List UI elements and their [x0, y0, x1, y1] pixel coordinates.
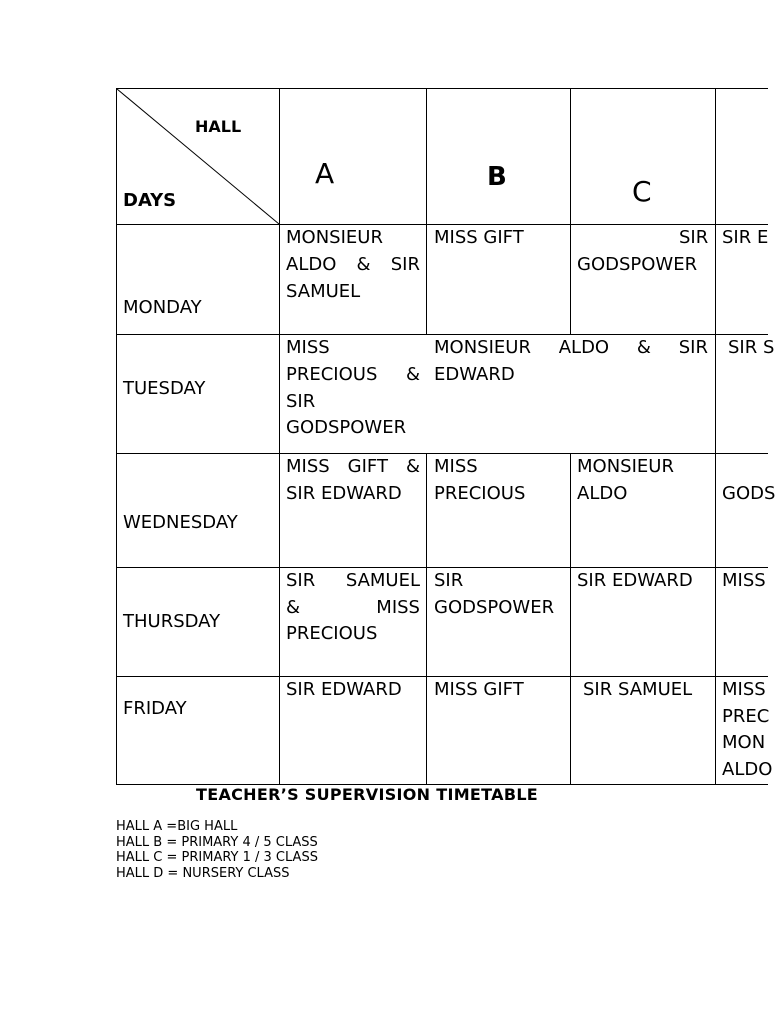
- word: SIR: [286, 570, 316, 591]
- cell-line: [286, 454, 420, 481]
- cell-line: MONSIEUR: [577, 456, 674, 477]
- hall-legend: [116, 819, 318, 881]
- cell-line: [286, 252, 420, 279]
- word: SIR: [678, 337, 708, 358]
- column-header-b: B: [487, 162, 507, 192]
- cell-line: PREC: [722, 706, 770, 727]
- word: MONSIEUR: [434, 337, 531, 358]
- column-header-c: C: [632, 175, 652, 208]
- table-cell: MISS GIFT: [434, 679, 524, 700]
- word: &: [405, 456, 420, 477]
- table-cell: SIR EDWARD: [577, 570, 693, 591]
- cell-line: [286, 568, 420, 595]
- table-cell: GODS: [722, 483, 775, 504]
- table-cell: SIR S: [728, 337, 775, 358]
- table-cell: MISS GIFT: [434, 227, 524, 248]
- day-label-thursday: THURSDAY: [123, 611, 221, 632]
- word: SIR: [390, 254, 420, 275]
- table-cell: SIR E: [722, 227, 769, 248]
- column-header-a: A: [315, 157, 335, 190]
- legend-item: HALL D = NURSERY CLASS: [116, 865, 290, 881]
- cell-line: [286, 362, 420, 389]
- cell-line: [434, 335, 708, 362]
- cell-line: PRECIOUS: [286, 623, 378, 644]
- day-label-monday: MONDAY: [123, 297, 202, 318]
- table-cell: MISS: [722, 570, 766, 591]
- cell-line: ALDO: [722, 759, 773, 780]
- word: &: [286, 597, 301, 618]
- cell-line: SIR: [679, 227, 709, 248]
- timetable-caption: TEACHER’S SUPERVISION TIMETABLE: [196, 785, 539, 804]
- legend-item: HALL A =BIG HALL: [116, 819, 238, 834]
- cell-line: GODSPOWER: [577, 254, 698, 275]
- day-label-friday: FRIDAY: [123, 698, 187, 719]
- cell-line: SIR: [434, 570, 464, 591]
- cell-line: [286, 595, 420, 622]
- legend-item: HALL B = PRIMARY 4 / 5 CLASS: [116, 834, 318, 850]
- day-label-tuesday: TUESDAY: [123, 378, 206, 399]
- word: ALDO: [558, 337, 610, 358]
- cell-line: EDWARD: [434, 364, 515, 385]
- word: PRECIOUS: [286, 364, 378, 385]
- word: MISS: [286, 456, 330, 477]
- word: ALDO: [286, 254, 337, 275]
- word: SAMUEL: [345, 570, 420, 591]
- word: GIFT: [347, 456, 388, 477]
- cell-line: ALDO: [577, 483, 628, 504]
- cell-line: GODSPOWER: [286, 417, 407, 438]
- cell-line: GODSPOWER: [434, 597, 555, 618]
- word: &: [356, 254, 371, 275]
- legend-item: HALL C = PRIMARY 1 / 3 CLASS: [116, 850, 318, 865]
- cell-line: MONSIEUR: [286, 227, 383, 248]
- word: &: [405, 364, 420, 385]
- cell-line: MON: [722, 732, 766, 753]
- cell-line: MISS: [434, 456, 478, 477]
- corner-hall-label: HALL: [195, 117, 242, 136]
- cell-line: MISS: [722, 679, 766, 700]
- cell-line: SAMUEL: [286, 281, 361, 302]
- cell-line: SIR: [286, 391, 316, 412]
- table-cell: SIR SAMUEL: [583, 679, 693, 700]
- word: &: [636, 337, 651, 358]
- cell-line: PRECIOUS: [434, 483, 526, 504]
- cell-line: SIR EDWARD: [286, 483, 402, 504]
- cell-line: MISS: [286, 337, 330, 358]
- word: MISS: [376, 597, 420, 618]
- corner-days-label: DAYS: [123, 190, 177, 211]
- day-label-wednesday: WEDNESDAY: [123, 512, 238, 533]
- table-cell: SIR EDWARD: [286, 679, 402, 700]
